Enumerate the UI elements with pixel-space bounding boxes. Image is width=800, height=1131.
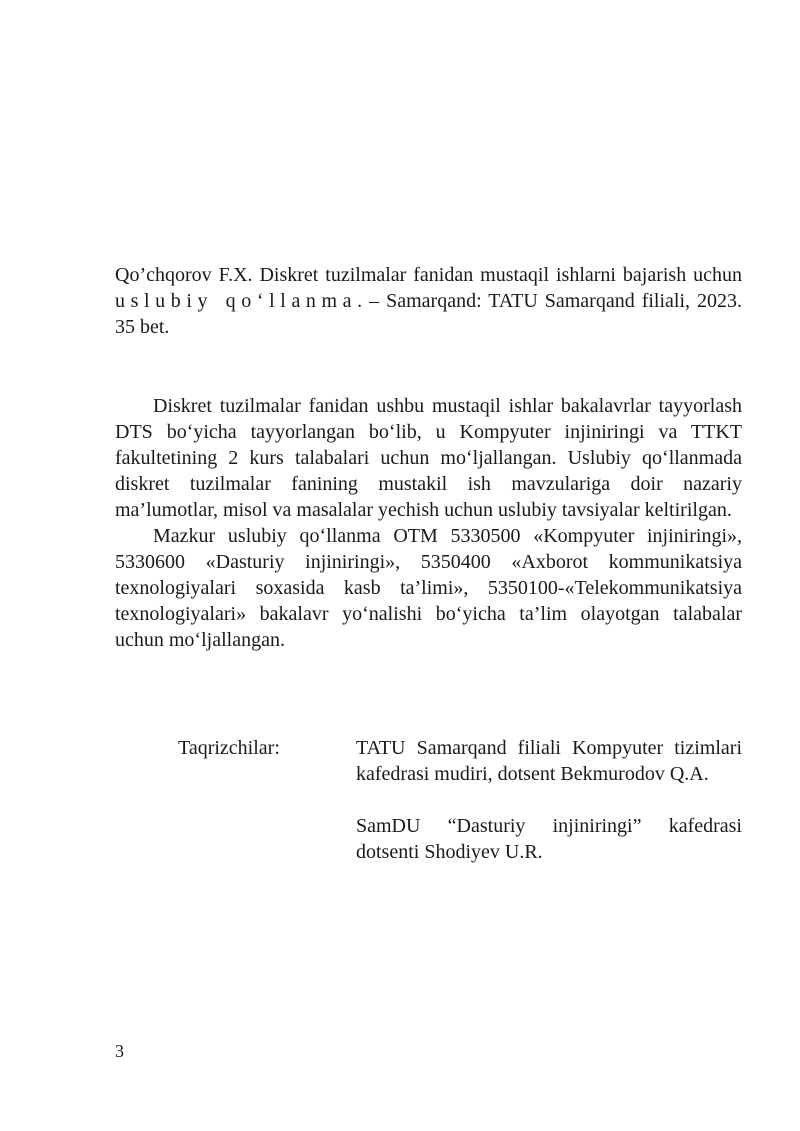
bibliographic-citation bbox=[115, 262, 742, 340]
reviewers-label: Taqrizchilar: bbox=[178, 737, 280, 759]
abstract-paragraph-2: Mazkur uslubiy qo‘llanma OTM 5330500 «Kompyuter injiniringi», 5330600 «Dasturiy injiniringi», 5350400 «Axborot kommunikatsiya texnologiyalari soxasida kasb ta’limi», 5350100-«Telekommunikatsiya texnologiyalari» bakalavr yo‘nalishi bo‘yicha ta’lim olayotgan talabalar uchun mo‘ljallangan. bbox=[115, 525, 742, 651]
reviewer-item-1: TATU Samarqand filiali Kompyuter tizimlari kafedrasi mudiri, dotsent Bekmurodov Q.A. bbox=[356, 737, 742, 785]
page-number: 3 bbox=[115, 1041, 124, 1061]
abstract-paragraph-1: Diskret tuzilmalar fanidan ushbu mustaqil ishlar bakalavrlar tayyorlash DTS bo‘yicha tayyorlangan bo‘lib, u Kompyuter injiniringi va TTKT fakultetining 2 kurs talabalari uchun mo‘ljallangan. Uslubiy qo‘llanmada diskret tuzilmalar fanining mustakil ish mavzulariga doir nazariy ma’lumotlar, misol va masalalar yechish uchun uslubiy tavsiyalar keltirilgan. bbox=[115, 395, 742, 521]
citation-author: Qo’chqorov F.X. bbox=[115, 264, 253, 286]
citation-title: Diskret tuzilmalar fanidan mustaqil ishlarni bajarish uchun bbox=[259, 264, 742, 286]
abstract bbox=[115, 393, 742, 653]
citation-publication: . – Samarqand: TATU Samarqand filiali, 2023. 35 bet. bbox=[115, 290, 742, 338]
reviewer-item-2: SamDU “Dasturiy injiniringi” kafedrasi dotsenti Shodiyev U.R. bbox=[356, 815, 742, 863]
reviewers-list bbox=[356, 735, 742, 891]
citation-doc-type: uslubiy qo‘llanma bbox=[115, 290, 358, 312]
